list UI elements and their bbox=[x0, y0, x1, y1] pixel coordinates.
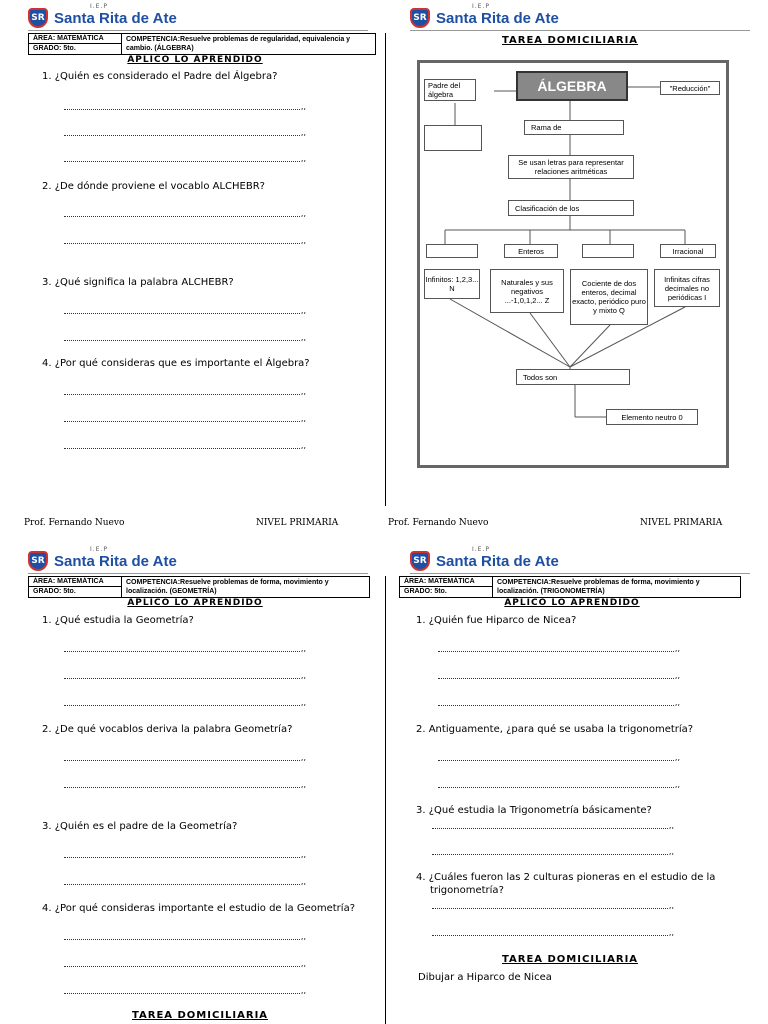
answer-line[interactable] bbox=[438, 650, 674, 652]
answer-line[interactable] bbox=[64, 786, 300, 788]
column-divider bbox=[385, 576, 386, 1024]
school-name: I.E.P Santa Rita de Ate bbox=[436, 2, 559, 27]
question: 4. ¿Por qué consideras importante el estudio de la Geometría? bbox=[42, 903, 356, 914]
diagram-box-neutro: Elemento neutro 0 bbox=[606, 409, 698, 425]
question: 1. ¿Qué estudia la Geometría? bbox=[42, 615, 194, 626]
school-logo bbox=[410, 2, 559, 28]
section-heading: TAREA DOMICILIARIA bbox=[131, 1010, 269, 1021]
answer-line[interactable] bbox=[64, 938, 300, 940]
school-logo bbox=[28, 2, 177, 28]
section-heading: APLICO LO APRENDIDO bbox=[127, 598, 263, 608]
competencia-label: COMPETENCIA:Resuelve problemas de forma, movimiento y localización. (GEOMETRÍA) bbox=[126, 579, 329, 595]
info-table bbox=[399, 576, 741, 598]
answer-line[interactable] bbox=[438, 786, 674, 788]
diagram-box-reduccion: "Reducción" bbox=[660, 81, 720, 95]
answer-line[interactable] bbox=[438, 759, 674, 761]
answer-line[interactable] bbox=[64, 393, 300, 395]
section-heading: TAREA DOMICILIARIA bbox=[501, 954, 639, 965]
grado-label: GRADO: 5to. bbox=[33, 588, 76, 595]
answer-line[interactable] bbox=[432, 907, 668, 909]
school-name: I.E.P Santa Rita de Ate bbox=[436, 545, 559, 570]
school-logo bbox=[410, 545, 559, 571]
answer-line[interactable] bbox=[64, 704, 300, 706]
answer-line[interactable] bbox=[64, 134, 300, 136]
question: 4. ¿Por qué consideras que es importante el Álgebra? bbox=[42, 358, 310, 369]
diagram-box-clasificacion: Clasificación de los bbox=[508, 200, 634, 216]
column-divider bbox=[385, 33, 386, 506]
answer-line[interactable] bbox=[432, 934, 668, 936]
footer-prof: Prof. Fernando Nuevo bbox=[388, 518, 489, 528]
diagram-box-irracional: Irracional bbox=[660, 244, 716, 258]
diagram-blank-box bbox=[426, 244, 478, 258]
tarea-instruction: Dibujar a Hiparco de Nicea bbox=[418, 972, 552, 983]
divider bbox=[28, 30, 368, 31]
diagram-box-naturales: Naturales y sus negativos ...-1,0,1,2... Z bbox=[490, 269, 564, 313]
divider bbox=[410, 30, 750, 31]
question: 2. ¿De qué vocablos deriva la palabra Geometría? bbox=[42, 724, 293, 735]
competencia-label: COMPETENCIA:Resuelve problemas de regularidad, equivalencia y cambio. (ÁLGEBRA) bbox=[126, 36, 351, 52]
answer-line[interactable] bbox=[64, 312, 300, 314]
diagram-box-cociente: Cociente de dos enteros, decimal exacto, periódico puro y mixto Q bbox=[570, 269, 648, 325]
diagram-box-todos: Todos son bbox=[516, 369, 630, 385]
answer-line[interactable] bbox=[64, 856, 300, 858]
shield-icon: SR bbox=[410, 551, 430, 571]
diagram-box-padre: Padre del álgebra bbox=[424, 79, 476, 101]
school-name: I.E.P Santa Rita de Ate bbox=[54, 545, 177, 570]
answer-line[interactable] bbox=[64, 447, 300, 449]
answer-line[interactable] bbox=[432, 827, 668, 829]
question: 2. Antiguamente, ¿para qué se usaba la trigonometría? bbox=[416, 724, 694, 735]
diagram-box-cifras: Infinitas cifras decimales no periódicas I bbox=[654, 269, 720, 307]
school-name: I.E.P Santa Rita de Ate bbox=[54, 2, 177, 27]
answer-line[interactable] bbox=[64, 420, 300, 422]
question: 2. ¿De dónde proviene el vocablo ALCHEBR? bbox=[42, 181, 265, 192]
footer-nivel: NIVEL PRIMARIA bbox=[640, 518, 723, 528]
area-label: ÁREA: MATEMÁTICA bbox=[29, 34, 121, 44]
section-heading: TAREA DOMICILIARIA bbox=[501, 35, 639, 46]
answer-line[interactable] bbox=[438, 704, 674, 706]
area-label: ÁREA: MATEMÁTICA bbox=[29, 577, 121, 587]
section-heading: APLICO LO APRENDIDO bbox=[504, 598, 640, 608]
answer-line[interactable] bbox=[64, 339, 300, 341]
question: 3. ¿Qué significa la palabra ALCHEBR? bbox=[42, 277, 234, 288]
answer-line[interactable] bbox=[64, 965, 300, 967]
section-heading: APLICO LO APRENDIDO bbox=[127, 55, 263, 65]
question: 4. ¿Cuáles fueron las 2 culturas pioneras en el estudio de la trigonometría? bbox=[416, 872, 716, 896]
answer-line[interactable] bbox=[64, 215, 300, 217]
diagram-title: ÁLGEBRA bbox=[516, 71, 628, 101]
area-label: ÁREA: MATEMÁTICA bbox=[400, 577, 492, 587]
diagram-box-rama: Rama de bbox=[524, 120, 624, 135]
answer-line[interactable] bbox=[432, 853, 668, 855]
algebra-diagram bbox=[417, 60, 729, 468]
grado-label: GRADO: 5to. bbox=[33, 45, 76, 52]
diagram-box-infinitos: Infinitos: 1,2,3... N bbox=[424, 269, 480, 299]
info-table bbox=[28, 33, 376, 55]
shield-icon: SR bbox=[28, 551, 48, 571]
diagram-box-letras: Se usan letras para representar relaciones aritméticas bbox=[508, 155, 634, 179]
answer-line[interactable] bbox=[64, 108, 300, 110]
question: 3. ¿Quién es el padre de la Geometría? bbox=[42, 821, 238, 832]
shield-icon: SR bbox=[28, 8, 48, 28]
answer-line[interactable] bbox=[64, 883, 300, 885]
answer-line[interactable] bbox=[64, 650, 300, 652]
footer-prof: Prof. Fernando Nuevo bbox=[24, 518, 125, 528]
diagram-box-enteros: Enteros bbox=[504, 244, 558, 258]
school-logo bbox=[28, 545, 177, 571]
answer-line[interactable] bbox=[64, 160, 300, 162]
divider bbox=[28, 573, 368, 574]
competencia-label: COMPETENCIA:Resuelve problemas de forma, movimiento y localización. (TRIGONOMETRÍA) bbox=[497, 579, 700, 595]
info-table bbox=[28, 576, 370, 598]
question: 3. ¿Qué estudia la Trigonometría básicamente? bbox=[416, 805, 652, 816]
answer-line[interactable] bbox=[64, 992, 300, 994]
shield-icon: SR bbox=[410, 8, 430, 28]
answer-line[interactable] bbox=[64, 759, 300, 761]
question: 1. ¿Quién fue Hiparco de Nicea? bbox=[416, 615, 577, 626]
grado-label: GRADO: 5to. bbox=[404, 588, 447, 595]
footer-nivel: NIVEL PRIMARIA bbox=[256, 518, 339, 528]
divider bbox=[410, 573, 750, 574]
question: 1. ¿Quién es considerado el Padre del Álgebra? bbox=[42, 71, 278, 82]
answer-line[interactable] bbox=[64, 677, 300, 679]
diagram-blank-box bbox=[582, 244, 634, 258]
answer-line[interactable] bbox=[64, 242, 300, 244]
answer-line[interactable] bbox=[438, 677, 674, 679]
diagram-blank-box bbox=[424, 125, 482, 151]
